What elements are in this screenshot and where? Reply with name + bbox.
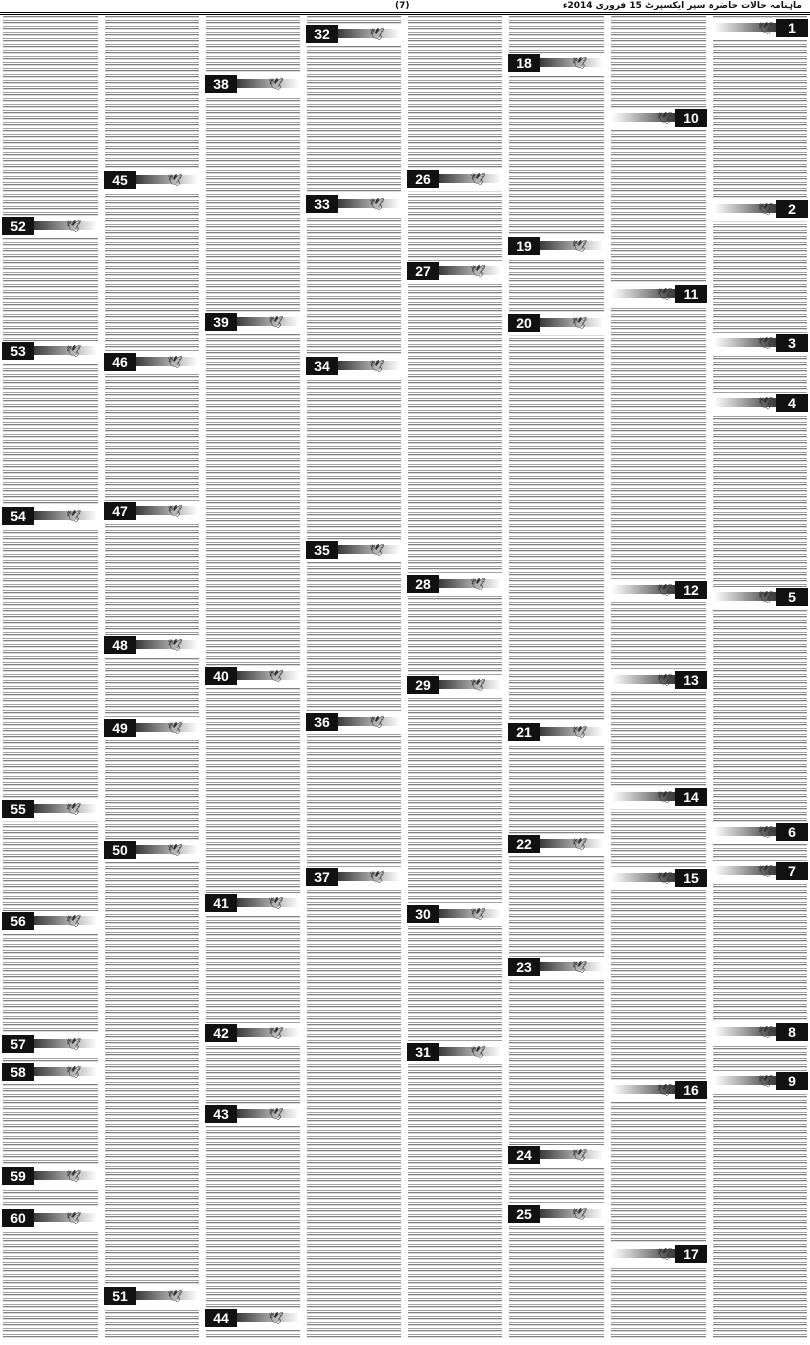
question-block [104,170,200,192]
question-block [712,199,808,221]
dove-icon: 🕊 [657,583,673,597]
column-1 [710,16,810,1340]
question-number: 5 [776,588,808,606]
question-number: 10 [675,109,707,127]
dove-icon: 🕊 [268,1026,284,1040]
question-block [306,194,402,216]
question-block [407,1042,503,1064]
column-7 [102,16,202,1340]
question-number: 13 [675,671,707,689]
dove-icon: 🕊 [66,1211,82,1225]
question-block [306,867,402,889]
dove-icon: 🕊 [758,825,774,839]
column-text [105,16,199,1340]
question-block [205,1308,301,1330]
dove-icon: 🕊 [657,1247,673,1261]
question-block [610,108,707,130]
issue-date: 15 فروری 2014ء [562,1,642,11]
question-number: 42 [205,1024,237,1042]
question-block [104,840,200,862]
question-number: 32 [306,25,338,43]
dove-icon: 🕊 [470,907,486,921]
question-number: 51 [104,1287,136,1305]
masthead-title: ماہنامہ حالات حاضرہ سپر ایکسپرٹ [645,1,802,11]
question-block [205,666,301,688]
question-block [407,574,503,596]
question-number: 54 [2,507,34,525]
dove-icon: 🕊 [572,56,588,70]
question-number: 50 [104,841,136,859]
question-block [205,1104,301,1126]
column-2 [608,16,709,1340]
question-number: 38 [205,75,237,93]
question-number: 58 [2,1063,34,1081]
question-number: 57 [2,1035,34,1053]
question-block [712,587,808,609]
column-text [509,16,604,1340]
question-block [712,1071,808,1093]
column-5 [304,16,404,1340]
question-block [2,1166,99,1188]
question-number: 46 [104,353,136,371]
dove-icon: 🕊 [167,843,183,857]
dove-icon: 🕊 [369,27,385,41]
question-block [205,1023,301,1045]
dove-icon: 🕊 [66,802,82,816]
question-number: 24 [508,1146,540,1164]
question-block [508,834,605,856]
dove-icon: 🕊 [268,77,284,91]
question-block [508,722,605,744]
question-number: 18 [508,54,540,72]
question-number: 52 [2,217,34,235]
masthead-date [563,1,802,11]
dove-icon: 🕊 [167,504,183,518]
question-number: 12 [675,581,707,599]
dove-icon: 🕊 [369,197,385,211]
question-number: 48 [104,636,136,654]
question-block [2,799,99,821]
dove-icon: 🕊 [572,1148,588,1162]
dove-icon: 🕊 [657,673,673,687]
question-number: 15 [675,869,707,887]
dove-icon: 🕊 [572,837,588,851]
question-block [205,893,301,915]
question-block [2,1208,99,1230]
dove-icon: 🕊 [66,1037,82,1051]
dove-icon: 🕊 [470,577,486,591]
question-block [306,540,402,562]
page-number: (7) [395,1,410,11]
page-header [0,0,810,15]
column-4 [405,16,505,1340]
question-block [508,957,605,979]
dove-icon: 🕊 [66,509,82,523]
question-number: 59 [2,1167,34,1185]
dove-icon: 🕊 [572,1207,588,1221]
question-block [610,1080,707,1102]
question-block [2,341,99,363]
question-block [104,501,200,523]
question-block [712,393,808,415]
dove-icon: 🕊 [657,287,673,301]
dove-icon: 🕊 [66,914,82,928]
dove-icon: 🕊 [758,21,774,35]
question-number: 44 [205,1309,237,1327]
question-block [205,74,301,96]
question-block [104,1286,200,1308]
dove-icon: 🕊 [657,871,673,885]
question-number: 34 [306,357,338,375]
dove-icon: 🕊 [167,721,183,735]
question-number: 27 [407,262,439,280]
dove-icon: 🕊 [66,344,82,358]
question-number: 60 [2,1209,34,1227]
question-block [508,1145,605,1167]
question-number: 45 [104,171,136,189]
dove-icon: 🕊 [167,1289,183,1303]
question-number: 9 [776,1072,808,1090]
dove-icon: 🕊 [470,264,486,278]
dove-icon: 🕊 [268,315,284,329]
question-block [205,312,301,334]
question-number: 7 [776,862,808,880]
dove-icon: 🕊 [758,1074,774,1088]
question-block [712,1022,808,1044]
dove-icon: 🕊 [470,678,486,692]
question-number: 36 [306,713,338,731]
question-block [407,261,503,283]
question-number: 49 [104,719,136,737]
question-number: 21 [508,723,540,741]
question-number: 56 [2,912,34,930]
dove-icon: 🕊 [268,1311,284,1325]
question-block [610,1244,707,1266]
question-block [610,580,707,602]
dove-icon: 🕊 [167,638,183,652]
dove-icon: 🕊 [657,111,673,125]
dove-icon: 🕊 [758,202,774,216]
dove-icon: 🕊 [572,960,588,974]
question-number: 43 [205,1105,237,1123]
header-rule [0,12,810,13]
question-number: 28 [407,575,439,593]
column-6 [203,16,303,1340]
question-number: 31 [407,1043,439,1061]
dove-icon: 🕊 [572,725,588,739]
dove-icon: 🕊 [369,870,385,884]
question-block [2,216,99,238]
question-number: 14 [675,788,707,806]
question-block [610,787,707,809]
question-block [508,313,605,335]
dove-icon: 🕊 [470,1045,486,1059]
question-block [2,1034,99,1056]
dove-icon: 🕊 [369,543,385,557]
question-block [712,18,808,40]
dove-icon: 🕊 [369,715,385,729]
question-number: 19 [508,237,540,255]
question-block [2,1062,99,1084]
question-block [712,333,808,355]
dove-icon: 🕊 [66,219,82,233]
question-number: 29 [407,676,439,694]
dove-icon: 🕊 [758,1025,774,1039]
question-block [306,24,402,46]
question-number: 53 [2,342,34,360]
dove-icon: 🕊 [758,590,774,604]
question-number: 6 [776,823,808,841]
question-number: 25 [508,1205,540,1223]
dove-icon: 🕊 [268,896,284,910]
question-number: 17 [675,1245,707,1263]
question-block [407,904,503,926]
dove-icon: 🕊 [268,1107,284,1121]
question-number: 20 [508,314,540,332]
dove-icon: 🕊 [470,172,486,186]
dove-icon: 🕊 [572,316,588,330]
dove-icon: 🕊 [657,1083,673,1097]
question-block [306,712,402,734]
question-block [610,284,707,306]
question-block [508,1204,605,1226]
dove-icon: 🕊 [66,1065,82,1079]
question-block [407,169,503,191]
dove-icon: 🕊 [268,669,284,683]
question-block [407,675,503,697]
question-block [508,53,605,75]
question-block [610,868,707,890]
question-number: 11 [675,285,707,303]
question-number: 35 [306,541,338,559]
column-8 [0,16,101,1340]
question-number: 2 [776,200,808,218]
dove-icon: 🕊 [758,864,774,878]
question-number: 3 [776,334,808,352]
question-number: 41 [205,894,237,912]
dove-icon: 🕊 [66,1169,82,1183]
question-block [712,861,808,883]
question-block [2,506,99,528]
question-block [508,236,605,258]
dove-icon: 🕊 [572,239,588,253]
question-number: 22 [508,835,540,853]
question-number: 37 [306,868,338,886]
question-number: 4 [776,394,808,412]
question-number: 30 [407,905,439,923]
question-number: 55 [2,800,34,818]
dove-icon: 🕊 [758,336,774,350]
dove-icon: 🕊 [657,790,673,804]
column-3 [506,16,607,1340]
question-block [104,635,200,657]
column-text [3,16,98,1340]
dove-icon: 🕊 [167,355,183,369]
question-block [104,352,200,374]
question-block [712,822,808,844]
question-number: 26 [407,170,439,188]
question-block [610,670,707,692]
question-number: 8 [776,1023,808,1041]
question-number: 47 [104,502,136,520]
question-number: 33 [306,195,338,213]
question-number: 39 [205,313,237,331]
question-block [104,718,200,740]
dove-icon: 🕊 [167,173,183,187]
question-block [2,911,99,933]
question-number: 40 [205,667,237,685]
question-number: 23 [508,958,540,976]
dove-icon: 🕊 [369,359,385,373]
question-block [306,356,402,378]
question-number: 16 [675,1081,707,1099]
dove-icon: 🕊 [758,396,774,410]
question-number: 1 [776,19,808,37]
